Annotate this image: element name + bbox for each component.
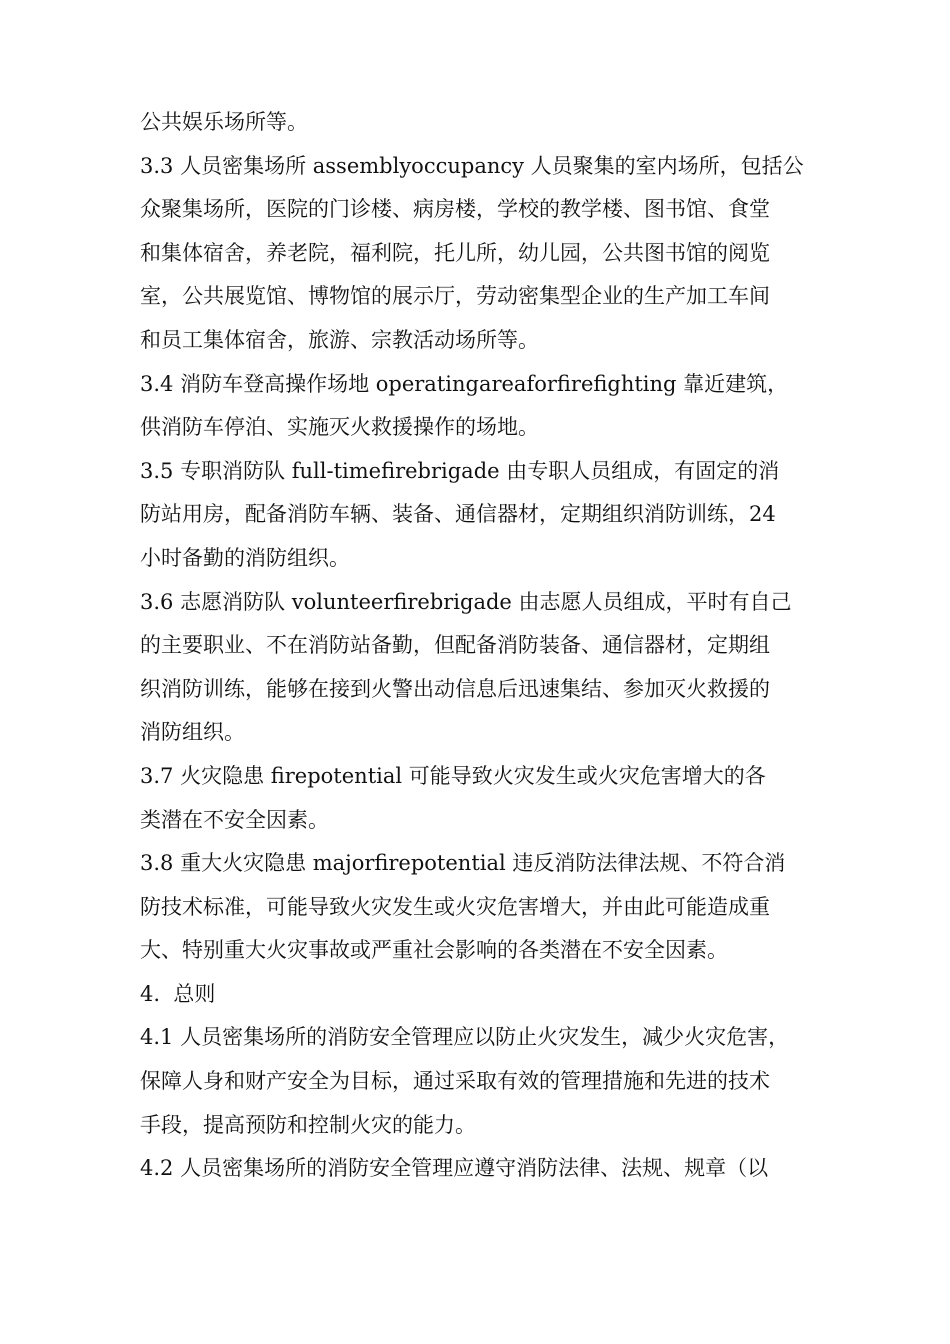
text-line: 4.1 人员密集场所的消防安全管理应以防止火灾发生，减少火灾危害，	[140, 1025, 790, 1050]
text-line: 小时备勤的消防组织。	[140, 545, 350, 570]
text-line: 公共娱乐场所等。	[140, 110, 308, 134]
text-line: 防站用房，配备消防车辆、装备、通信器材，定期组织消防训练，24	[140, 502, 776, 527]
text-line: 3.3 人员密集场所 assemblyoccupancy 人员聚集的室内场所，包括公	[140, 153, 804, 178]
text-line: 3.5 专职消防队 full-timefirebrigade 由专职人员组成，有固定的消	[140, 458, 780, 483]
text-line: 和集体宿舍，养老院，福利院，托儿所，幼儿园，公共图书馆的阅览	[140, 240, 770, 265]
text-line: 保障人身和财产安全为目标，通过采取有效的管理措施和先进的技术	[140, 1069, 770, 1094]
text-line: 4.2 人员密集场所的消防安全管理应遵守消防法律、法规、规章（以	[140, 1156, 769, 1181]
section-heading: 4. 总则	[140, 981, 216, 1006]
text-line: 消防组织。	[140, 720, 245, 745]
text-line: 3.7 火灾隐患 firepotential 可能导致火灾发生或火灾危害增大的各	[140, 763, 766, 788]
text-line: 众聚集场所，医院的门诊楼、病房楼，学校的教学楼、图书馆、食堂	[140, 197, 770, 222]
text-line: 3.6 志愿消防队 volunteerfirebrigade 由志愿人员组成，平时有自己	[140, 589, 792, 614]
text-line: 大、特别重大火灾事故或严重社会影响的各类潜在不安全因素。	[140, 938, 728, 963]
text-line: 的主要职业、不在消防站备勤，但配备消防装备、通信器材，定期组	[140, 633, 770, 658]
text-line: 供消防车停泊、实施灭火救援操作的场地。	[140, 415, 539, 440]
text-line: 防技术标准，可能导致火灾发生或火灾危害增大，并由此可能造成重	[140, 894, 770, 919]
text-line: 3.4 消防车登高操作场地 operatingareaforfirefighting 靠近建筑，	[140, 371, 789, 396]
text-line: 3.8 重大火灾隐患 majorfirepotential 违反消防法律法规、不符合消	[140, 851, 786, 876]
text-line: 手段，提高预防和控制火灾的能力。	[140, 1112, 476, 1137]
document-body	[140, 101, 840, 1191]
text-line: 织消防训练，能够在接到火警出动信息后迅速集结、参加灭火救援的	[140, 676, 770, 701]
text-line: 类潜在不安全因素。	[140, 807, 329, 832]
text-line: 和员工集体宿舍，旅游、宗教活动场所等。	[140, 327, 539, 352]
text-line: 室，公共展览馆、博物馆的展示厅，劳动密集型企业的生产加工车间	[140, 284, 770, 309]
